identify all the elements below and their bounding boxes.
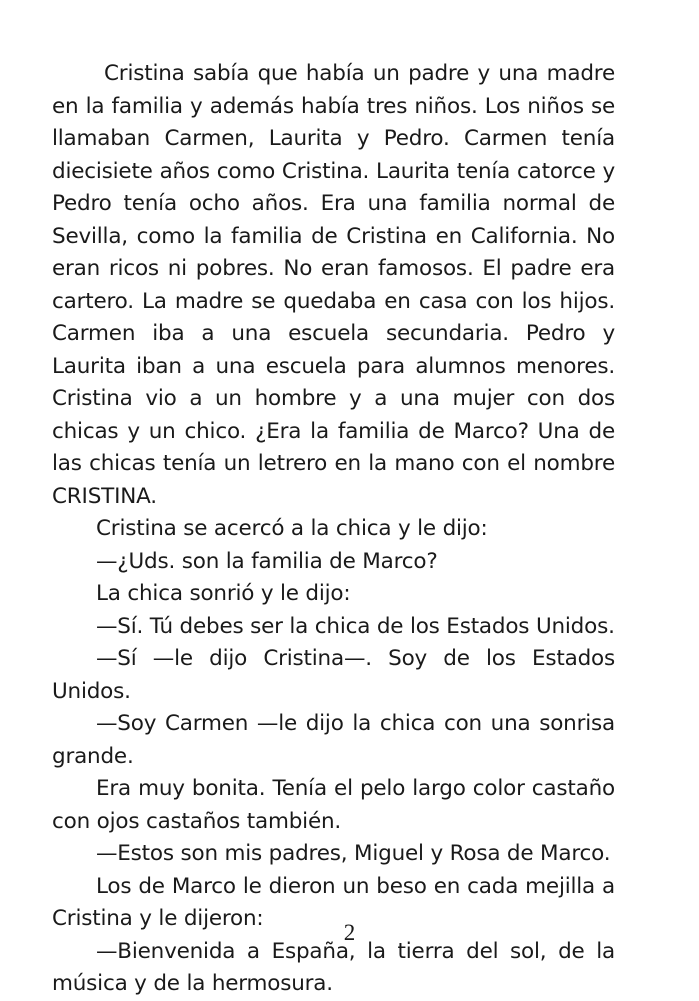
paragraph: La chica sonrió y le dijo: xyxy=(96,581,351,606)
paragraph: Cristina sabía que había un padre y una madre en la familia y además había tres niños. Los niños se llamaban Carmen, Laurita y Pedro. Carmen tenía diecisiete años como Cristina. Laurita tenía catorce y Pedro tenía ocho años. Era una familia normal de Sevilla, como la familia de Cristina en California. No eran ricos ni pobres. No eran famosos. El padre era cartero. La madre se quedaba en casa con los hijos. Carmen iba a una escuela secundaria. Pedro y Laurita iban a una escuela para alumnos menores. Cristina vio a un hombre y a una mujer con dos chicas y un chico. ¿Era la familia de Marco? Una de las chicas tenía un letrero en la mano con el nombre CRISTINA. xyxy=(52,61,615,509)
paragraph: —Sí —le dijo Cristina—. Soy de los Estados Unidos. xyxy=(52,646,615,704)
paragraph: —Estos son mis padres, Miguel y Rosa de Marco. xyxy=(96,841,611,866)
paragraph: —Bienvenida a España, la tierra del sol, de la música y de la hermosura. xyxy=(52,938,615,996)
paragraph: —Soy Carmen —le dijo la chica con una sonrisa grande. xyxy=(52,711,615,769)
paragraph: —¿Uds. son la familia de Marco? xyxy=(96,548,438,574)
paragraph: Cristina se acercó a la chica y le dijo: xyxy=(96,516,488,541)
paragraph: Los de Marco le dieron un beso en cada mejilla a Cristina y le dijeron: xyxy=(52,873,615,931)
paragraph: Era muy bonita. Tenía el pelo largo color castaño con ojos castaños también. xyxy=(52,776,615,834)
page-number: 2 xyxy=(343,920,356,945)
paragraph: —Sí. Tú debes ser la chica de los Estados Unidos. xyxy=(96,613,615,639)
page-body-text xyxy=(52,58,615,1001)
